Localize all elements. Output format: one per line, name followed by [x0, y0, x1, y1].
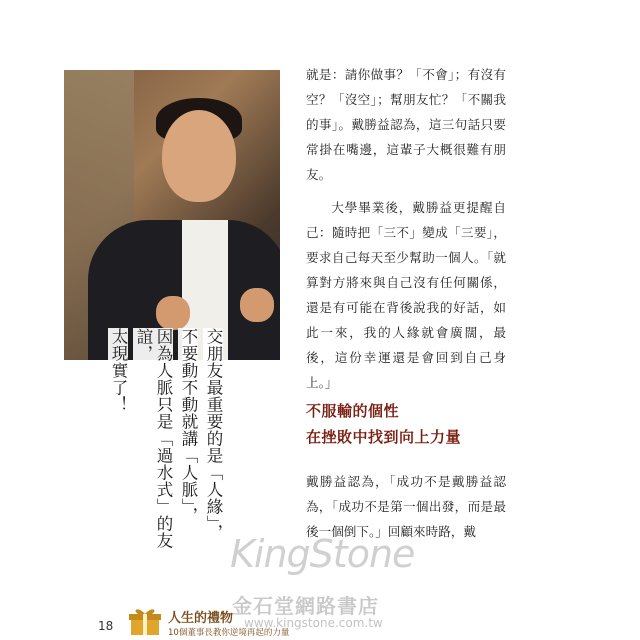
watermark-chinese: 金石堂網路書店	[232, 594, 379, 618]
left-fist	[156, 296, 190, 330]
portrait-photo	[64, 70, 280, 360]
pull-quote-line-4: 太現實了！	[108, 328, 128, 568]
face	[162, 110, 236, 202]
paragraph-1: 就是：請你做事？「不會」；有沒有空？「沒空」；幫朋友忙？「不關我的事」。戴勝益認為，這三句話只要常掛在嘴邊，這輩子大概很難有朋友。	[306, 67, 506, 182]
page-number: 18	[98, 619, 114, 633]
pull-quote-line-1: 交朋友最重要的是「人緣」，	[203, 328, 223, 568]
pull-quote-line-3: 因為人脈只是「過水式」的友誼，	[133, 328, 173, 568]
right-fist	[240, 288, 274, 322]
watermark-brand: KingStone	[230, 532, 415, 576]
body-text-top	[306, 62, 506, 395]
section-heading-line-2: 在挫敗中找到向上力量	[306, 428, 462, 446]
book-title: 人生的禮物	[168, 611, 234, 626]
book-subtitle: 10個董事長教你逆境再起的力量	[168, 628, 290, 638]
section-heading	[306, 398, 461, 450]
pull-quote-line-2: 不要動不動就講「人脈」，	[178, 328, 198, 568]
paragraph-2: 大學畢業後，戴勝益更提醒自己：隨時把「三不」變成「三要」，要求自己每天至少幫助一個人。「就算對方將來與自己沒有任何關係，還是有可能在背後說我的好話，如此一來，我的人緣就會廣闊，最後，這份幸運還是會回到自己身上。」	[306, 200, 506, 390]
pull-quote	[108, 328, 223, 568]
section-heading-line-1: 不服輸的個性	[306, 402, 400, 420]
paragraph-3: 戴勝益認為，「成功不是戴勝益認為，「成功不是第一個出發，而是最後一個倒下。」回顧來時路，戴	[306, 473, 506, 539]
gift-icon	[128, 606, 162, 636]
watermark-url: www.kingstone.com.tw	[244, 616, 383, 630]
